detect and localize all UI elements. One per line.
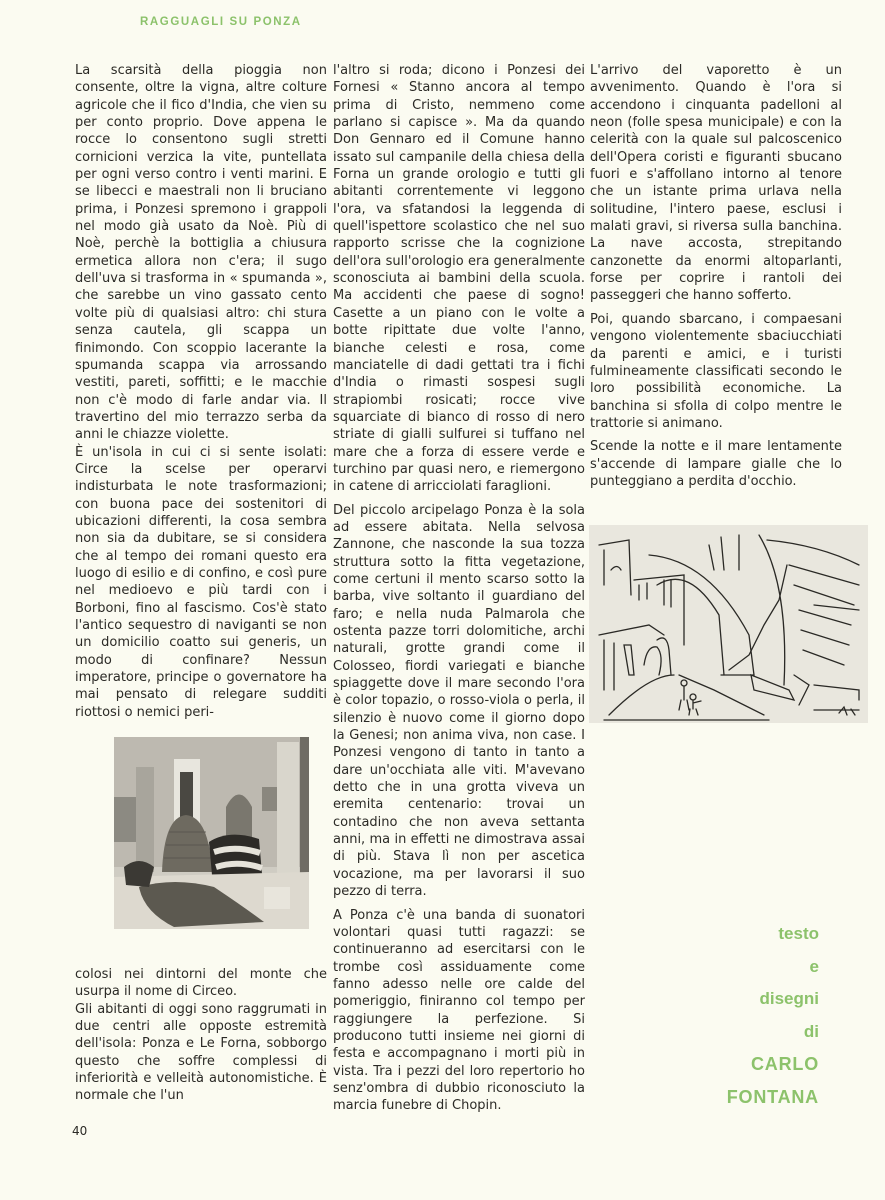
column-2 <box>333 62 585 1115</box>
paragraph: Del piccolo arcipelago Ponza è la sola ad essere abitata. Nella selvosa Zannone, che nasconde la sua tozza struttura sotto la fitta vegetazione, come certuni il mento scarso sotto la barba, vive soltanto il guardiano del faro; e nella nuda Palmarola che ostenta pazze torri dolomitiche, archi naturali, grotte grandi come il Colosseo, fiordi variegati e bianche spiaggette dove il mare secondo l'ora è color topazio, o rosso-viola o perla, il silenzio è nuovo come il giorno dopo la Genesi; non anima viva, non case. I Ponzesi vengono di tanto in tanto a dare un'occhiata alle viti. M'avevano detto che in una grotta viveva un eremita centenario: trovai un contadino che non aveva settanta anni, ma in effetti ne dimostrava assai di più. Stava lì non per ascetica vocazione, ma per lavorarsi il suo pezzo di terra. <box>333 502 585 900</box>
photo-image <box>114 737 309 929</box>
credit-line: testo <box>778 924 819 943</box>
column-3 <box>590 62 842 490</box>
paragraph: Poi, quando sbarcano, i compaesani vengono violentemente sbaciucchiati da parenti e amici, e i turisti fulmineamente classificati secondo le loro possibilità economiche. La banchina si sfolla di colpo mentre le trattorie si animano. <box>590 311 842 431</box>
paragraph: l'altro si roda; dicono i Ponzesi dei Fornesi « Stanno ancora al tempo prima di Cristo, nemmeno come parlano si capisce ». Ma da quando Don Gennaro ed il Comune hanno issato sul campanile della chiesa della Forna un grande orologio e tutti gli abitanti correntemente vi leggono l'ora, va sfatandosi la leggenda di quell'ispettore scolastico che nel suo rapporto scrisse che la cognizione dell'ora sull'orologio era generalmente sconosciuta ai bambini della scuola. Ma accidenti che paese di sogno! Casette a un piano con le volte a botte ripittate due volte l'anno, bianche celesti e rosa, come manciatelle di dadi gettati tra i fichi d'India o rimasti sospesi sugli strapiombi rosicati; rocce vive squarciate di bianco di rosso di nero striate di gialli sulfurei si tuffano nel mare che a forza di essere verde e turchino par quasi nero, e riemergono in catene di arricciolati faraglioni. <box>333 63 585 495</box>
paragraph: L'arrivo del vaporetto è un avvenimento. Quando è l'ora si accendono i cinquanta padelloni al neon (folle spesa municipale) e con la celerità con la quale sul palcoscenico dell'Opera coristi e figuranti sbucano fuori e s'affollano intorno al tenore che un istante prima urlava nella solitudine, l'intero paese, esclusi i malati gravi, si riversa sulla banchina. La nave accosta, strepitando canzonette da enormi altoparlanti, forse per coprire i rantoli dei passeggeri che hanno sofferto. <box>590 63 842 304</box>
author-first-name: CARLO <box>751 1054 819 1074</box>
paragraph: È un'isola in cui ci si sente isolati: Circe la scelse per operarvi indisturbata le note trasformazioni; con buona pace dei sostenitori di ubicazioni differenti, la cosa sembra non sia da dubitare, se si considera che al tempo dei romani questo era luogo di esilio e di confino, e così pure nel medioevo e più tardi con i Borboni, fino al fascismo. Cos'è stato l'antico sequestro di naviganti se non un domicilio coatto sui generis, un modo di confinare? Nessun imperatore, principe o governatore ha mai pensato di relegare sudditi riottosi o nemici peri- <box>75 444 327 720</box>
paragraph: colosi nei dintorni del monte che usurpa il nome di Circeo. <box>75 967 327 1000</box>
paragraph: Gli abitanti di oggi sono raggrumati in due centri alle opposte estremità dell'isola: Ponza e Le Forna, sobborgo questo che soffre complessi di inferiorità e velleità autonomistiche. È normale che l'un <box>75 1001 327 1104</box>
credit-line: di <box>803 1021 819 1041</box>
photo-house-with-nets <box>114 737 309 929</box>
column-1 <box>75 62 327 721</box>
author-last-name: FONTANA <box>726 1086 819 1107</box>
paragraph: Scende la notte e il mare lentamente s'accende di lampare gialle che lo punteggiano a perdita d'occhio. <box>590 439 842 489</box>
credit-line: disegni <box>759 989 819 1008</box>
credit-line: e <box>809 956 819 976</box>
paragraph: La scarsità della pioggia non consente, oltre la vigna, altre colture agricole che il fico d'India, che vien su per conto proprio. Dove appena le rocce lo consentono sugli stretti cornicioni verzica la vite, puntellata per ogni verso contro i venti marini. E se libecci e maestrali non li bruciano prima, i Ponzesi spremono i grappoli nel modo già usato da Noè. Più di Noè, perchè la bottiglia a chiusura ermetica allora non c'era; il sugo dell'uva si trasforma in « spumanda », che sarebbe un vino gassato cento volte più di qualsiasi altro: chi stura senza cautela, gli scappa un finimondo. Con scoppio lacerante la spumanda scappa via arrossando vestiti, pareti, soffitti; e le macchie non c'è modo di farle andar via. Il travertino del mio terrazzo serba da anni le chiazze violette. <box>75 63 327 443</box>
column-1-continuation <box>75 966 327 1105</box>
paragraph: A Ponza c'è una banda di suonatori volontari quasi tutti ragazzi: se continueranno ad esercitarsi con le trombe così assiduamente come fanno adesso nelle ore calde del pomeriggio, finiranno col tempo per raggiungere la perfezione. Si producono tutti insieme nei giorni di festa e accompagnano i morti più in vista. Tra i pezzi del loro repertorio ho senz'ombra di dubbio riconosciuto la marcia funebre di Chopin. <box>333 907 585 1114</box>
ink-drawing-harbour <box>589 525 868 723</box>
drawing-image <box>589 525 868 723</box>
author-credit <box>727 918 819 1113</box>
page-number: 40 <box>72 1124 88 1138</box>
running-head: RAGGUAGLI SU PONZA <box>140 16 302 28</box>
